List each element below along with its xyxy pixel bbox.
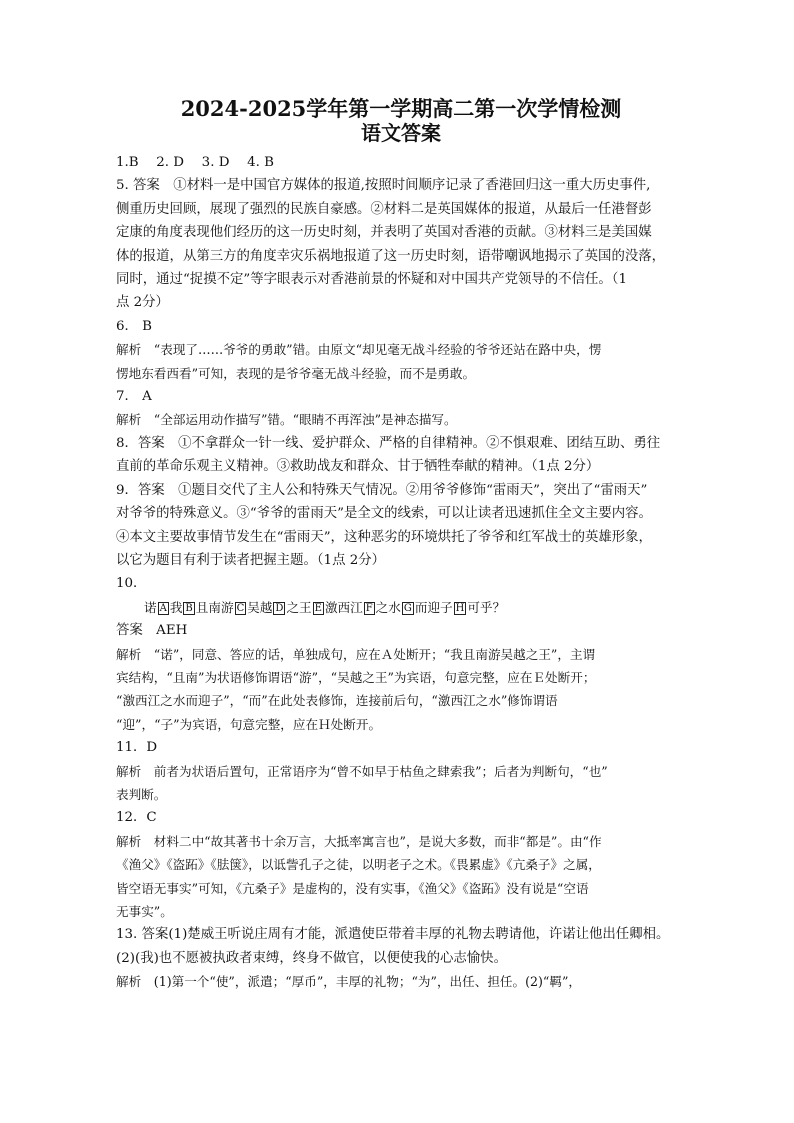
analysis-12-line: 皆空语无事实”可知，《亢桑子》是虚构的，没有实事，《渔父》《盗跖》没有说是“空语	[116, 880, 589, 896]
break-marker-box: H	[455, 602, 465, 614]
page-subtitle: 语文答案	[361, 121, 441, 145]
break-marker-box: E	[314, 602, 322, 614]
answer-5-line: 同时，通过“捉摸不定”等字眼表示对香港前景的怀疑和对中国共产党领导的不信任。（1	[116, 272, 627, 288]
analysis-10-line: “激西江之水而迎子”，“而”在此处表修饰，连接前后句，“激西江之水”修饰谓语	[116, 693, 558, 709]
sentence-segment: 激西江	[324, 599, 363, 615]
answer-sheet	[116, 96, 686, 994]
question-10-sentence	[116, 596, 686, 619]
analysis-6-line: 愣地东看西看”可知，表现的是爷爷毫无战斗经验，而不是勇敢。	[116, 365, 476, 381]
analysis-10-line: 解析 “诺”，同意、答应的话，单独成句，应在Ａ处断开；“我且南游吴越之王”，主谓	[116, 646, 596, 662]
break-marker-box: A	[159, 602, 167, 614]
analysis-12-line: 《渔父》《盗跖》《胠箧》，以诋訾孔子之徒，以明老子之术。《畏累虚》《亢桑子》之属，	[116, 857, 601, 873]
answer-11: 11．D	[116, 740, 158, 756]
analysis-10-line: 宾结构，“且南”为状语修饰谓语“游”，“吴越之王”为宾语，句意完整，应在Ｅ处断开；	[116, 669, 596, 685]
analysis-12-line: 无事实”。	[116, 904, 173, 919]
answer-9-line: 对爷爷的特殊意义。③“爷爷的雷雨天”是全文的线索，可以让读者迅速抓住全文主要内容。	[116, 506, 652, 522]
answer-8-line: 8．答案 ①不拿群众一针一线、爱护群众、严格的自律精神。②不惧艰难、团结互助、勇往	[116, 435, 661, 451]
answer-12: 12．C	[116, 810, 157, 826]
answer-5-line: 侧重历史回顾，展现了强烈的民族自豪感。②材料二是英国媒体的报道，从最后一任港督彭	[116, 201, 652, 217]
sentence-segment: 诺	[144, 599, 157, 615]
answer-5-line: 点 2分）	[116, 295, 169, 311]
answer-13-line: 13. 答案(1)楚威王听说庄周有才能，派遣使臣带着丰厚的礼物去聘请他，许诺让他出任卿相。	[116, 927, 670, 943]
analysis-11-line: 解析 前者为状语后置句，正常语序为“曾不如早于枯鱼之肆索我”；后者为判断句，“也”	[116, 763, 608, 779]
answer-5-line: 体的报道，从第三方的角度幸灾乐祸地报道了这一历史时刻，语带嘲讽地揭示了英国的没落，	[116, 248, 666, 264]
answer-13-line: (2)(我)也不愿被执政者束缚，终身不做官，以便使我的心志愉快。	[116, 950, 507, 966]
answer-6: 6． B	[116, 318, 153, 334]
break-marker-box: G	[403, 602, 412, 614]
analysis-13-line: 解析 (1)第一个“使”，派遣；“厚币”，丰厚的礼物；“为”，出任、担任。(2)“羁”，	[116, 974, 581, 990]
answer-9-line: ④本文主要故事情节发生在“雷雨天”，这种恶劣的环境烘托了爷爷和红军战士的英雄形象，	[116, 529, 652, 545]
answer-7: 7． A	[116, 389, 152, 405]
sentence-segment: 之水	[375, 599, 401, 615]
sentence-segment: 我	[169, 599, 183, 615]
sentence-segment: 吴越	[247, 599, 273, 615]
break-marker-box: B	[185, 602, 193, 614]
break-marker-box: C	[236, 602, 245, 614]
answer-10: 答案 AEH	[116, 623, 188, 639]
page-title: 2024-2025学年第一学期高二第一次学情检测	[180, 96, 622, 121]
break-marker-box: F	[365, 602, 373, 614]
analysis-11-line: 表判断。	[116, 786, 167, 802]
sentence-segment: 之王	[286, 599, 312, 615]
sentence-segment: 且南游	[195, 599, 234, 615]
analysis-12-line: 解析 材料二中“故其著书十余万言，大抵率寓言也”，是说大多数，而非“都是”。由“作	[116, 833, 602, 849]
sentence-segment: 可乎？	[467, 599, 506, 615]
answer-9-line: 9．答案 ①题目交代了主人公和特殊天气情况。②用爷爷修饰“雷雨天”，突出了“雷雨天”	[116, 482, 648, 498]
analysis-7: 解析 “全部运用动作描写”错。“眼睛不再浑浊”是神态描写。	[116, 412, 457, 428]
answer-8-line: 直前的革命乐观主义精神。③救助战友和群众、甘于牺牲奉献的精神。（1点 2分）	[116, 459, 600, 475]
analysis-6-line: 解析 “表现了……爷爷的勇敢”错。由原文“却见毫无战斗经验的爷爷还站在路中央，愣	[116, 342, 602, 358]
answer-5-line: 定康的角度表现他们经历的这一历史时刻，并表明了英国对香港的贡献。③材料三是美国媒	[116, 225, 652, 241]
sentence-segment: 而迎子	[414, 599, 453, 615]
answer-5-line: 5. 答案 ①材料一是中国官方媒体的报道,按照时间顺序记录了香港回归这一重大历史事件,	[116, 178, 651, 194]
break-marker-box: D	[275, 602, 284, 614]
answer-9-line: 以它为题目有利于读者把握主题。（1点 2分）	[116, 552, 386, 568]
answer-1-4: 1.B 2. D 3. D 4. B	[116, 155, 274, 170]
analysis-10-line: “迎”，“子”为宾语，句意完整，应在Ｈ处断开。	[116, 716, 382, 732]
question-10-number: 10．	[116, 576, 147, 592]
